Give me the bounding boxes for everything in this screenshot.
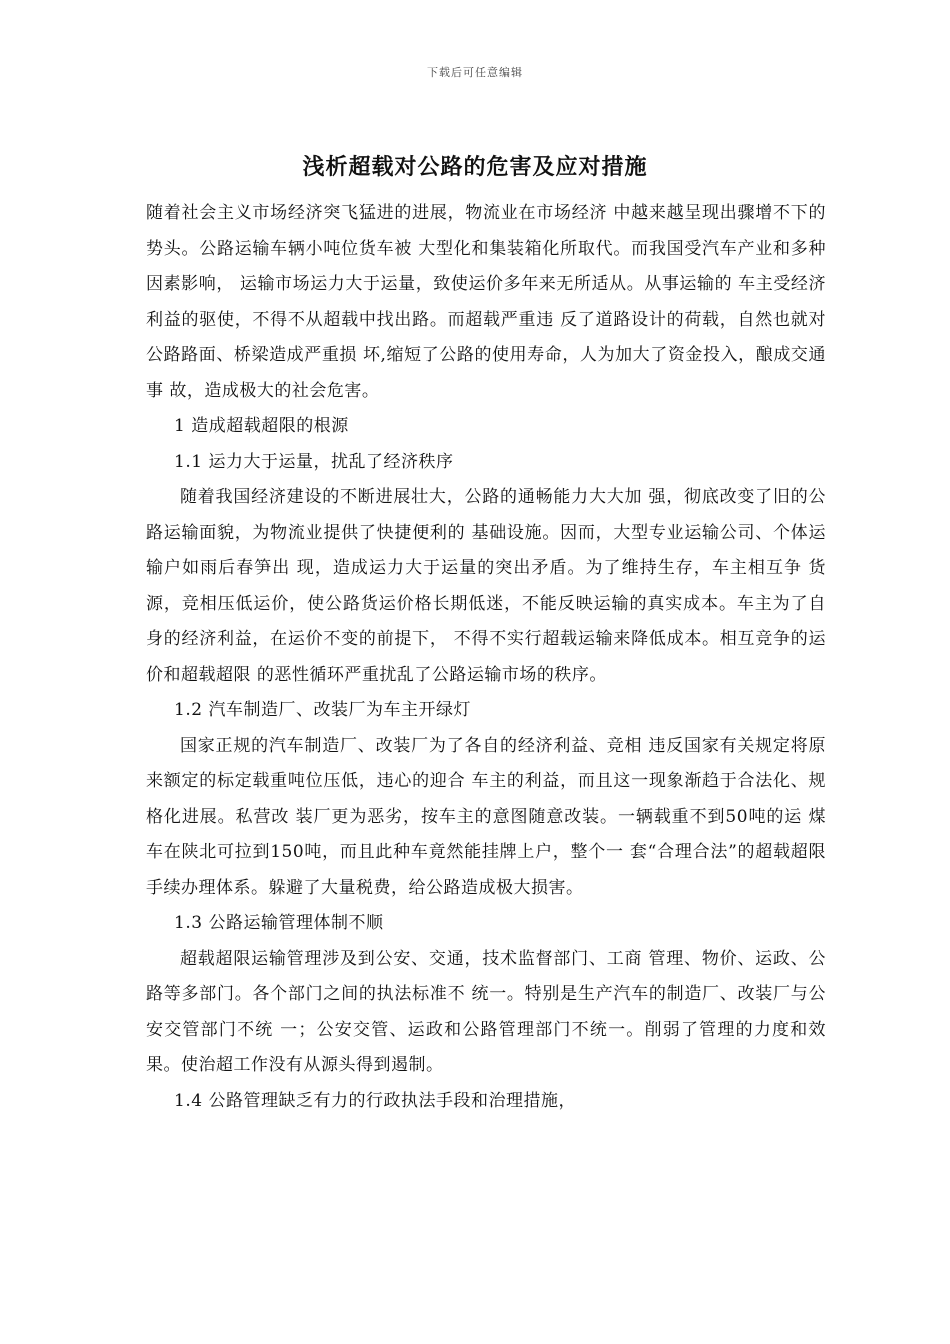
document-body bbox=[146, 196, 826, 1119]
header-note: 下载后可任意编辑 bbox=[427, 66, 523, 79]
section-heading-1: 1 造成超载超限的根源 bbox=[174, 416, 349, 436]
body-paragraph-1-1: 随着我国经济建设的不断进展壮大，公路的通畅能力大大加 强，彻底改变了旧的公路运输面貌，为物流业提供了快捷便利的 基础设施。因而，大型专业运输公司、个体运输户如雨后春笋出 现，造成运力大于运量的突出矛盾。为了维持生存，车主相互争 货源，竞相压低运价，使公路货运价格长期低迷，不能反映运输的真实成本。车主为了自身的经济利益，在运价不变的前提下， 不得不实行超载运输来降低成本。相互竞争的运价和超载超限 的恶性循环严重扰乱了公路运输市场的秩序。 bbox=[146, 487, 826, 685]
subsection-heading-1-2: 1.2 汽车制造厂、改装厂为车主开绿灯 bbox=[174, 700, 471, 720]
body-paragraph-1-2: 国家正规的汽车制造厂、改装厂为了各自的经济利益、竞相 违反国家有关规定将原来额定的标定载重吨位压低，违心的迎合 车主的利益，而且这一现象渐趋于合法化、规格化进展。私营改 装厂更为恶劣，按车主的意图随意改装。一辆载重不到50吨的运 煤车在陕北可拉到150吨，而且此种车竟然能挂牌上户，整个一 套“合理合法”的超载超限手续办理体系。躲避了大量税费，给公路造成极大损害。 bbox=[146, 735, 826, 898]
document-title: 浅析超载对公路的危害及应对措施 bbox=[302, 154, 648, 180]
subsection-heading-1-1: 1.1 运力大于运量，扰乱了经济秩序 bbox=[174, 451, 454, 472]
body-paragraph-1-3: 超载超限运输管理涉及到公安、交通，技术监督部门、工商 管理、物价、运政、公路等多部门。各个部门之间的执法标准不 统一。特别是生产汽车的制造厂、改装厂与公安交管部门不统 一；公安交管、运政和公路管理部门不统一。削弱了管理的力度和效果。使治超工作没有从源头得到遏制。 bbox=[146, 948, 826, 1075]
intro-paragraph: 随着社会主义市场经济突飞猛进的进展，物流业在市场经济 中越来越呈现出骤增不下的势头。公路运输车辆小吨位货车被 大型化和集装箱化所取代。而我国受汽车产业和多种因素影响， 运输市场运力大于运量，致使运价多年来无所适从。从事运输的 车主受经济利益的驱使，不得不从超载中找出路。而超载严重违 反了道路设计的荷载，自然也就对公路路面、桥梁造成严重损 坏,缩短了公路的使用寿命，人为加大了资金投入，酿成交通事 故，造成极大的社会危害。 bbox=[146, 203, 826, 401]
subsection-heading-1-4: 1.4 公路管理缺乏有力的行政执法手段和治理措施， bbox=[174, 1090, 576, 1111]
subsection-heading-1-3: 1.3 公路运输管理体制不顺 bbox=[174, 913, 384, 933]
